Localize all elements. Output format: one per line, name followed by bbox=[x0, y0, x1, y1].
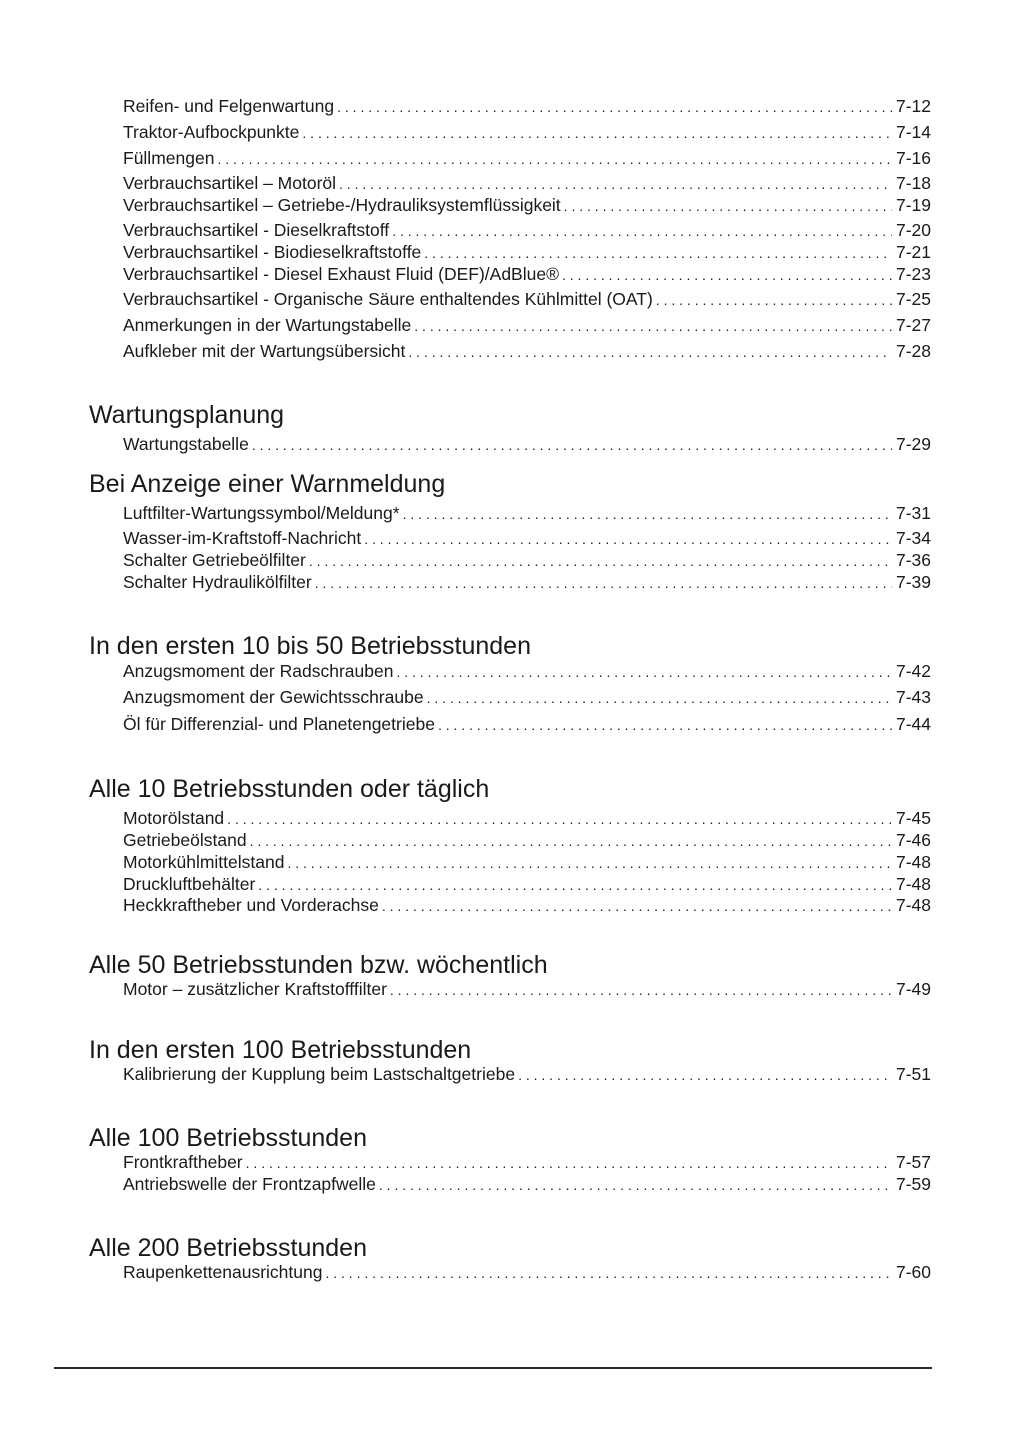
entry-page: 7-14 bbox=[895, 122, 931, 142]
dot-leader bbox=[390, 978, 892, 1001]
dot-leader bbox=[403, 502, 892, 525]
dot-leader bbox=[379, 1173, 892, 1196]
dot-leader bbox=[337, 95, 892, 118]
entry-title: Reifen- und Felgenwartung bbox=[123, 96, 335, 116]
dot-leader bbox=[364, 527, 892, 550]
section-heading: In den ersten 10 bis 50 Betriebsstunden bbox=[89, 632, 531, 660]
section-heading: Alle 200 Betriebsstunden bbox=[89, 1234, 367, 1262]
toc-entry[interactable] bbox=[123, 660, 931, 682]
entry-title: Raupenkettenausrichtung bbox=[123, 1262, 323, 1282]
entry-page: 7-28 bbox=[895, 341, 931, 361]
toc-entry[interactable] bbox=[123, 851, 931, 873]
entry-page: 7-60 bbox=[895, 1262, 931, 1282]
entry-page: 7-29 bbox=[895, 434, 931, 454]
entry-title: Öl für Differenzial- und Planetengetriebe bbox=[123, 714, 435, 734]
toc-entry[interactable] bbox=[123, 95, 931, 117]
toc-entry[interactable] bbox=[123, 873, 931, 895]
toc-entry[interactable] bbox=[123, 314, 931, 336]
toc-entry[interactable] bbox=[123, 172, 931, 194]
toc-entry[interactable] bbox=[123, 829, 931, 851]
dot-leader bbox=[309, 549, 892, 572]
toc-entry[interactable] bbox=[123, 1063, 931, 1085]
dot-leader bbox=[564, 194, 892, 217]
entry-title: Verbrauchsartikel – Motoröl bbox=[123, 173, 337, 193]
dot-leader bbox=[656, 288, 892, 311]
entry-page: 7-21 bbox=[895, 242, 931, 262]
entry-title: Heckkraftheber und Vorderachse bbox=[123, 895, 379, 915]
dot-leader bbox=[250, 829, 892, 852]
dot-leader bbox=[339, 172, 892, 195]
toc-entry[interactable] bbox=[123, 978, 931, 1000]
dot-leader bbox=[287, 851, 892, 874]
dot-leader bbox=[227, 807, 892, 830]
toc-entry[interactable] bbox=[123, 433, 931, 455]
entry-title: Verbrauchsartikel – Getriebe-/Hydrauliksystemflüssigkeit bbox=[123, 195, 561, 215]
dot-leader bbox=[396, 660, 892, 683]
entry-title: Schalter Hydraulikölfilter bbox=[123, 572, 312, 592]
toc-entry[interactable] bbox=[123, 121, 931, 143]
toc-entry[interactable] bbox=[123, 807, 931, 829]
entry-page: 7-51 bbox=[895, 1064, 931, 1084]
toc-entry[interactable] bbox=[123, 288, 931, 310]
toc-entry[interactable] bbox=[123, 263, 931, 285]
section-heading: In den ersten 100 Betriebsstunden bbox=[89, 1036, 472, 1064]
entry-page: 7-12 bbox=[895, 96, 931, 116]
toc-entry[interactable] bbox=[123, 1151, 931, 1173]
entry-page: 7-43 bbox=[895, 687, 931, 707]
section-heading: Wartungsplanung bbox=[89, 401, 285, 429]
entry-page: 7-27 bbox=[895, 315, 931, 335]
dot-leader bbox=[382, 894, 892, 917]
entry-title: Wartungstabelle bbox=[123, 434, 249, 454]
dot-leader bbox=[325, 1261, 892, 1284]
section-heading: Alle 100 Betriebsstunden bbox=[89, 1124, 367, 1152]
entry-title: Anzugsmoment der Radschrauben bbox=[123, 661, 394, 681]
dot-leader bbox=[424, 241, 892, 264]
toc-entry[interactable] bbox=[123, 527, 931, 549]
entry-title: Schalter Getriebeölfilter bbox=[123, 550, 306, 570]
entry-title: Antriebswelle der Frontzapfwelle bbox=[123, 1174, 376, 1194]
dot-leader bbox=[438, 713, 892, 736]
section-heading: Bei Anzeige einer Warnmeldung bbox=[89, 470, 446, 498]
toc-entry[interactable] bbox=[123, 241, 931, 263]
dot-leader bbox=[562, 263, 892, 286]
entry-page: 7-20 bbox=[895, 220, 931, 240]
entry-title: Aufkleber mit der Wartungsübersicht bbox=[123, 341, 406, 361]
entry-title: Verbrauchsartikel - Organische Säure enthaltendes Kühlmittel (OAT) bbox=[123, 289, 653, 309]
entry-title: Getriebeölstand bbox=[123, 830, 247, 850]
entry-page: 7-45 bbox=[895, 808, 931, 828]
entry-page: 7-16 bbox=[895, 148, 931, 168]
entry-page: 7-48 bbox=[895, 852, 931, 872]
entry-page: 7-57 bbox=[895, 1152, 931, 1172]
entry-title: Verbrauchsartikel - Dieselkraftstoff bbox=[123, 220, 390, 240]
entry-title: Frontkraftheber bbox=[123, 1152, 243, 1172]
entry-title: Anzugsmoment der Gewichtsschraube bbox=[123, 687, 424, 707]
section-heading: Alle 50 Betriebsstunden bzw. wöchentlich bbox=[89, 951, 548, 979]
entry-page: 7-49 bbox=[895, 979, 931, 999]
entry-title: Kalibrierung der Kupplung beim Lastschaltgetriebe bbox=[123, 1064, 516, 1084]
dot-leader bbox=[217, 147, 892, 170]
dot-leader bbox=[252, 433, 892, 456]
entry-page: 7-25 bbox=[895, 289, 931, 309]
toc-entry[interactable] bbox=[123, 1261, 931, 1283]
entry-page: 7-18 bbox=[895, 173, 931, 193]
toc-entry[interactable] bbox=[123, 502, 931, 524]
entry-title: Motorölstand bbox=[123, 808, 225, 828]
toc-entry[interactable] bbox=[123, 549, 931, 571]
entry-page: 7-34 bbox=[895, 528, 931, 548]
entry-title: Füllmengen bbox=[123, 148, 215, 168]
dot-leader bbox=[518, 1063, 892, 1086]
footer-rule bbox=[54, 1367, 932, 1369]
toc-entry[interactable] bbox=[123, 1173, 931, 1195]
toc-entry[interactable] bbox=[123, 713, 931, 735]
entry-page: 7-19 bbox=[895, 195, 931, 215]
dot-leader bbox=[315, 571, 892, 594]
entry-title: Motorkühlmittelstand bbox=[123, 852, 285, 872]
entry-page: 7-59 bbox=[895, 1174, 931, 1194]
dot-leader bbox=[408, 340, 892, 363]
toc-entry[interactable] bbox=[123, 686, 931, 708]
toc-entry[interactable] bbox=[123, 340, 931, 362]
entry-page: 7-46 bbox=[895, 830, 931, 850]
entry-page: 7-48 bbox=[895, 895, 931, 915]
entry-title: Druckluftbehälter bbox=[123, 874, 256, 894]
entry-title: Wasser-im-Kraftstoff-Nachricht bbox=[123, 528, 362, 548]
entry-title: Luftfilter-Wartungssymbol/Meldung* bbox=[123, 503, 400, 523]
entry-page: 7-36 bbox=[895, 550, 931, 570]
dot-leader bbox=[392, 219, 892, 242]
entry-page: 7-31 bbox=[895, 503, 931, 523]
dot-leader bbox=[427, 686, 892, 709]
dot-leader bbox=[302, 121, 892, 144]
entry-page: 7-48 bbox=[895, 874, 931, 894]
entry-title: Motor – zusätzlicher Kraftstofffilter bbox=[123, 979, 387, 999]
section-heading: Alle 10 Betriebsstunden oder täglich bbox=[89, 775, 490, 803]
toc-entry[interactable] bbox=[123, 147, 931, 169]
toc-entry[interactable] bbox=[123, 571, 931, 593]
dot-leader bbox=[258, 873, 892, 896]
entry-page: 7-39 bbox=[895, 572, 931, 592]
toc-entry[interactable] bbox=[123, 894, 931, 916]
entry-page: 7-23 bbox=[895, 264, 931, 284]
dot-leader bbox=[246, 1151, 892, 1174]
toc-entry[interactable] bbox=[123, 194, 931, 216]
entry-page: 7-44 bbox=[895, 714, 931, 734]
toc-entry[interactable] bbox=[123, 219, 931, 241]
entry-title: Verbrauchsartikel - Diesel Exhaust Fluid (DEF)/AdBlue® bbox=[123, 264, 559, 284]
entry-title: Verbrauchsartikel - Biodieselkraftstoffe bbox=[123, 242, 422, 262]
entry-title: Anmerkungen in der Wartungstabelle bbox=[123, 315, 412, 335]
entry-page: 7-42 bbox=[895, 661, 931, 681]
entry-title: Traktor-Aufbockpunkte bbox=[123, 122, 300, 142]
dot-leader bbox=[414, 314, 892, 337]
